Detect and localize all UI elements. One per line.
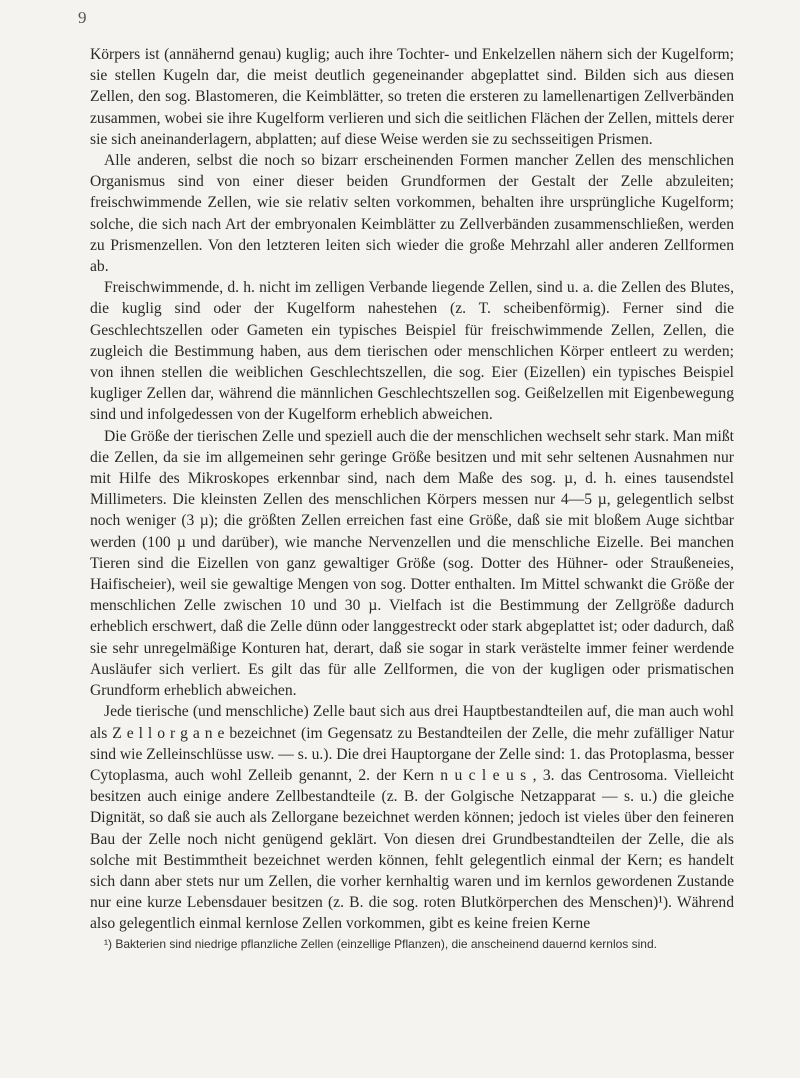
page-number: 9	[78, 8, 87, 27]
paragraph-1: Körpers ist (annähernd genau) kuglig; auch ihre Tochter- und Enkelzellen nähern sich der Kugelform; sie stellen Kugeln dar, die meist deutlich gegeneinander abgeplattet sind. Bilden sich aus diesen Zellen, den sog. Blastomeren, die Keimblätter, so treten die ersteren zu lamellenartigen Zellverbänden zusammen, wobei sie ihre Kugelform verlieren und sich die seitlichen Flächen der Zellen, mittels derer sie sich aneinanderlagern, abplatten; auf diese Weise werden sie zu sechsseitigen Prismen.	[90, 46, 734, 148]
paragraph-2: Alle anderen, selbst die noch so bizarr erscheinenden Formen mancher Zellen des menschlichen Organismus sind von einer dieser beiden Grundformen der Gestalt der Zelle abzuleiten; freischwimmende Zellen, wie sie relativ selten vorkommen, behalten ihre ursprüngliche Kugelform; solche, die sich nach Art der embryonalen Keimblätter zu Zellverbänden zusammenschließen, werden zu Prismenzellen. Von den letzteren leiten sich wieder die große Mehrzahl aller anderen Zellformen ab.	[90, 152, 734, 276]
footnote: ¹) Bakterien sind niedrige pflanzliche Zellen (einzellige Pflanzen), die anscheinend dauernd kernlos sind.	[104, 936, 657, 951]
paragraph-4: Die Größe der tierischen Zelle und speziell auch die der menschlichen wechselt sehr stark. Man mißt die Zellen, da sie im allgemeinen sehr geringe Größe besitzen und mit sehr seltenen Ausnahmen nur mit Hilfe des Mikroskopes erkennbar sind, nach dem Maße des sog. µ, d. h. eines tausendstel Millimeters. Die kleinsten Zellen des menschlichen Körpers messen nur 4—5 µ, gelegentlich selbst noch weniger (3 µ); die größten Zellen erreichen fast eine Größe, daß sie mit bloßem Auge sichtbar werden (100 µ und darüber), wie manche Nervenzellen und die menschliche Eizelle. Bei manchen Tieren sind die Eizellen von ganz gewaltiger Größe (sog. Dotter des Hühner- oder Straußeneies, Haifischeier), weil sie gewaltige Mengen von sog. Dotter enthalten. Im Mittel schwankt die Größe der menschlichen Zelle zwischen 10 und 30 µ. Vielfach ist die Bestimmung der Zellgröße dadurch erheblich erschwert, daß die Zelle dünn oder langgestreckt oder stark abgeplattet ist; oder dadurch, daß sie sehr unregelmäßige Konturen hat, derart, daß sie sogar in stark verästelte immer feiner werdende Ausläufer sich verliert. Es gilt das für alle Zellformen, die von der kugligen oder prismatischen Grundform erheblich abweichen.	[90, 427, 734, 700]
paragraph-3: Freischwimmende, d. h. nicht im zelligen Verbande liegende Zellen, sind u. a. die Zellen des Blutes, die kuglig sind oder der Kugelform nahestehen (z. T. scheibenförmig). Ferner sind die Geschlechtszellen oder Gameten ein typisches Beispiel für freischwimmende Zellen, Zellen, die zugleich die Bestimmung haben, aus dem tierischen oder menschlichen Körper entleert zu werden; von ihnen stellen die weiblichen Geschlechtszellen, die sog. Eier (Eizellen) ein typisches Beispiel kugliger Zellen dar, während die männlichen Geschlechtszellen sog. Geißelzellen mit Eigenbewegung sind und infolgedessen von der Kugelform erheblich abweichen.	[90, 279, 734, 424]
page-body	[90, 44, 734, 952]
paragraph-5: Jede tierische (und menschliche) Zelle baut sich aus drei Hauptbestandteilen auf, die man auch wohl als Z e l l o r g a n e bezeichnet (im Gegensatz zu Bestandteilen der Zelle, die mehr zufälliger Natur sind wie Zelleinschlüsse usw. — s. u.). Die drei Hauptorgane der Zelle sind: 1. das Protoplasma, besser Cytoplasma, auch wohl Zelleib genannt, 2. der Kern n u c l e u s , 3. das Centrosoma. Vielleicht besitzen auch einige andere Zellbestandteile (z. B. der Golgische Netzapparat — s. u.) die gleiche Dignität, so daß sie auch als Zellorgane bezeichnet werden können; jedoch ist vieles über den feineren Bau der Zelle noch nicht genügend geklärt. Von diesen drei Grundbestandteilen der Zelle, die als solche mit Bestimmtheit bezeichnet werden können, fehlt gelegentlich einmal der Kern; es handelt sich dann aber stets nur um Zellen, die vorher kernhaltig waren und im kernlos gewordenen Zustande nur eine kurze Lebensdauer besitzen (z. B. die sog. roten Blutkörperchen des Menschen)¹). Während also gelegentlich einmal kernlose Zellen vorkommen, gibt es keine freien Kerne	[90, 703, 734, 933]
